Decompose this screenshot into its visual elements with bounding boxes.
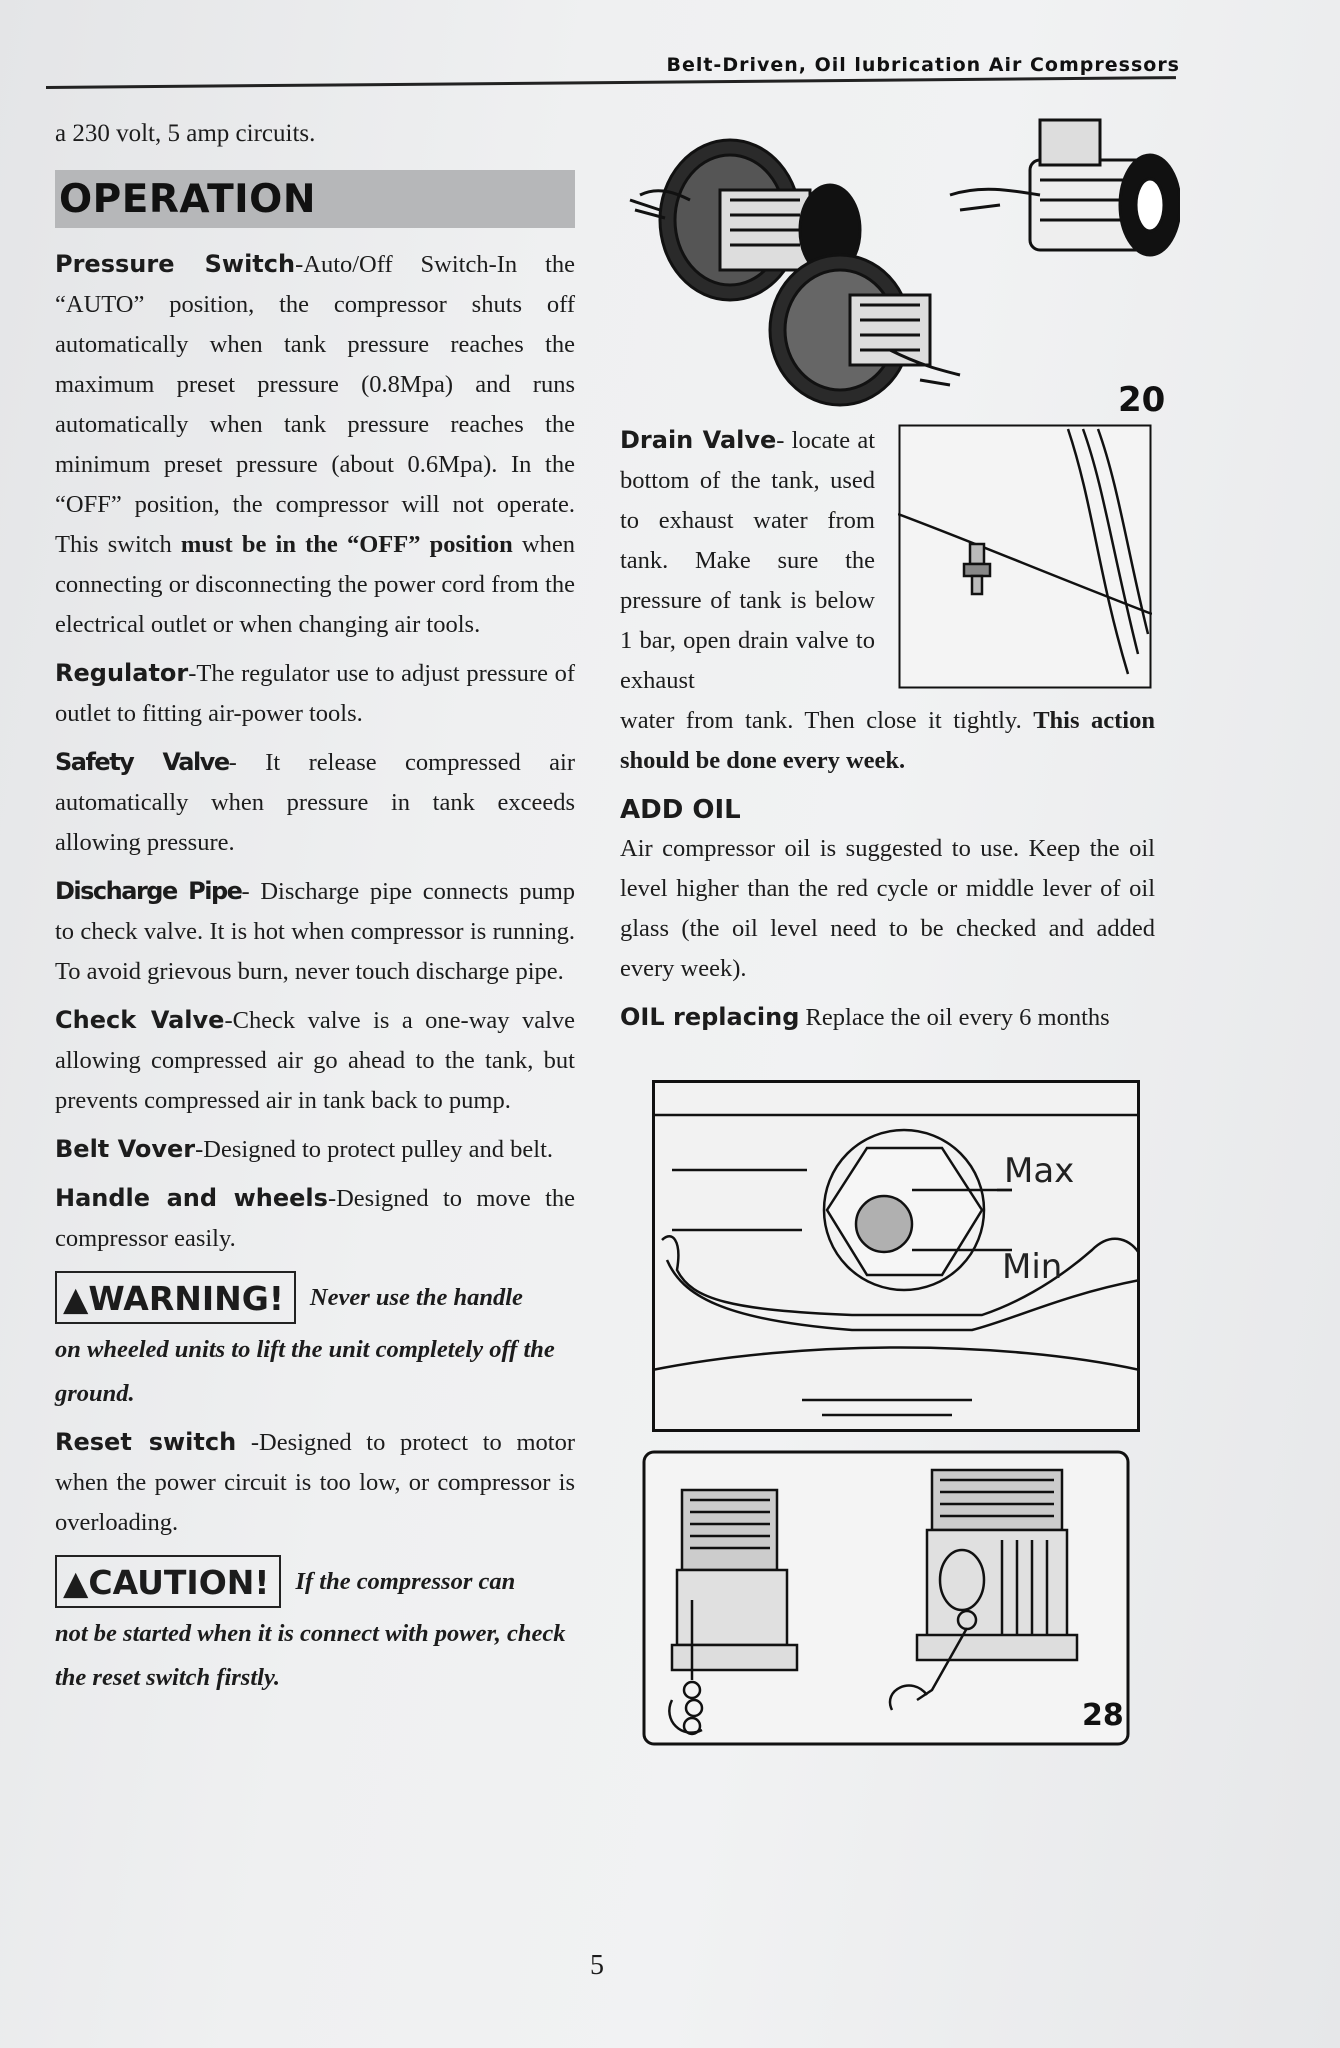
- warning-text: on wheeled units to lift the unit completely off the ground.: [55, 1336, 555, 1407]
- oil-replacing-text: OIL replacing Replace the oil every 6 months: [620, 1003, 1110, 1031]
- term-regulator: Regulator: [55, 659, 189, 687]
- emphasis-off-position: must be in the “OFF” position: [180, 531, 513, 558]
- item-regulator: Regulator-The regulator use to adjust pressure of outlet to fitting air-power tools.: [55, 659, 575, 727]
- figure-oil-replacing: [642, 1450, 1130, 1746]
- warning-inline-text: Never use the handle: [309, 1283, 523, 1311]
- add-oil-heading: ADD OIL: [620, 795, 741, 825]
- caution-block: [55, 1555, 575, 1608]
- term-safety-valve: Safety Valve: [55, 748, 229, 776]
- running-header: Belt-Driven, Oil lubrication Air Compressors: [666, 54, 1180, 76]
- term-reset-switch: Reset switch: [55, 1428, 237, 1456]
- item-reset-switch: Reset switch -Designed to protect to motor when the power circuit is too low, or compressor is overloading.: [55, 1428, 575, 1536]
- drain-valve-block: [620, 420, 1155, 781]
- term-oil-replacing: OIL replacing: [620, 1003, 800, 1031]
- section-header: [55, 170, 575, 228]
- item-safety-valve: Safety Valve- It release compressed air automatically when pressure in tank exceeds allowing pressure.: [55, 748, 576, 856]
- warning-block: [55, 1271, 575, 1324]
- item-pressure-switch: Pressure Switch-Auto/Off Switch-In the “AUTO” position, the compressor shuts off automatically when tank pressure reaches the maximum preset pressure (0.8Mpa) and runs automatically when tank pressure reaches the minimum preset pressure (about 0.6Mpa). In the “OFF” position, the compressor will not operate. This switch must be in the “OFF” position when connecting or disconnecting the power cord from the electrical outlet or when changing air tools.: [55, 250, 576, 638]
- drain-valve-text: Drain Valve- locate at bottom of the tank, used to exhaust water from tank. Make sure the pressure of tank is below 1 bar, open drain valve to exhaust: [620, 426, 875, 694]
- figure-motor-illustration: [620, 100, 1180, 420]
- term-check-valve: Check Valve: [55, 1006, 225, 1034]
- figure-number-28: 28: [1082, 1698, 1124, 1733]
- term-handle-wheels: Handle and wheels: [55, 1184, 328, 1212]
- item-discharge-pipe: Discharge Pipe- Discharge pipe connects pump to check valve. It is hot when compressor is running. To avoid grievous burn, never touch discharge pipe.: [55, 877, 575, 985]
- term-belt-cover: Belt Vover: [55, 1135, 196, 1163]
- figure-number-20: 20: [1118, 380, 1166, 420]
- left-column: [55, 120, 575, 1706]
- figure-oil-sight-glass: [652, 1080, 1140, 1432]
- right-column: [620, 420, 1155, 1046]
- term-drain-valve: Drain Valve: [620, 426, 777, 454]
- warning-label: ▲WARNING!: [55, 1271, 296, 1324]
- header-rule: [46, 76, 1176, 89]
- add-oil-text: Air compressor oil is suggested to use. Keep the oil level higher than the red cycle or middle lever of oil glass (the oil level need to be checked and added every week).: [620, 835, 1155, 982]
- item-handle-wheels: Handle and wheels-Designed to move the compressor easily.: [55, 1184, 575, 1252]
- caution-inline-text: If the compressor can: [295, 1567, 516, 1595]
- term-pressure-switch: Pressure Switch: [55, 250, 296, 278]
- page-number: 5: [590, 1950, 604, 1981]
- gauge-max-label: Max: [1004, 1151, 1075, 1191]
- item-belt-cover: Belt Vover-Designed to protect pulley and belt.: [55, 1135, 554, 1163]
- caution-label: ▲CAUTION!: [55, 1555, 281, 1608]
- section-title: OPERATION: [59, 176, 316, 222]
- drain-valve-cont: water from tank. Then close it tightly. This action should be done every week.: [620, 707, 1155, 774]
- gauge-min-label: Min: [1002, 1247, 1063, 1287]
- caution-text: not be started when it is connect with power, check the reset switch firstly.: [55, 1620, 566, 1691]
- term-discharge-pipe: Discharge Pipe: [55, 877, 242, 905]
- lead-line: a 230 volt, 5 amp circuits.: [55, 120, 316, 147]
- item-check-valve: Check Valve-Check valve is a one-way valve allowing compressed air go ahead to the tank, but prevents compressed air in tank back to pump.: [55, 1006, 575, 1114]
- drain-weekly-emphasis: This action should be done every week.: [620, 707, 1155, 774]
